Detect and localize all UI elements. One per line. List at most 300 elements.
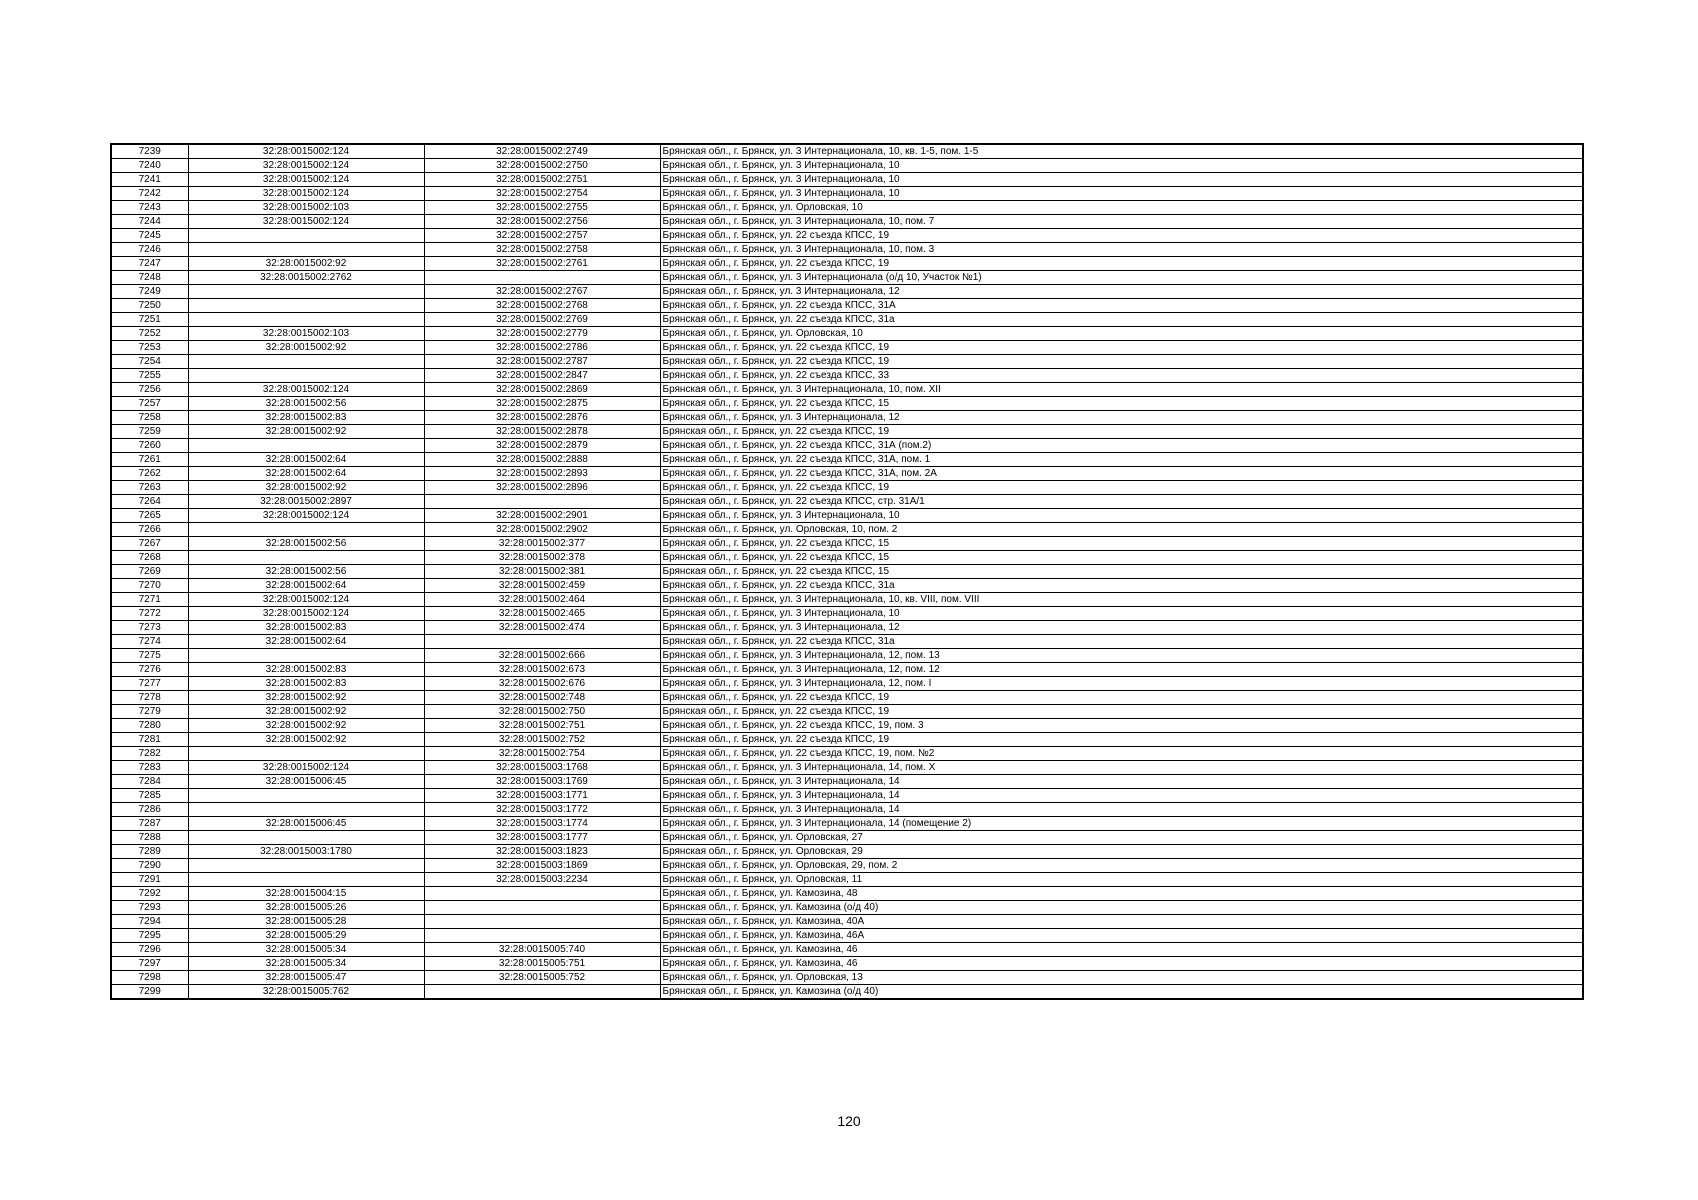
- row-number-cell: 7285: [111, 789, 188, 803]
- cadastral-number-cell: 32:28:0015002:2779: [424, 327, 660, 341]
- cadastral-number-cell: 32:28:0015002:2876: [424, 411, 660, 425]
- parent-cadastral-number-cell: 32:28:0015002:56: [188, 397, 424, 411]
- address-cell: Брянская обл., г. Брянск, ул. 22 съезда КПСС, 15: [660, 537, 1583, 551]
- cadastral-number-cell: 32:28:0015002:2787: [424, 355, 660, 369]
- row-number-cell: 7283: [111, 761, 188, 775]
- table-row: [111, 313, 1583, 327]
- row-number-cell: 7269: [111, 565, 188, 579]
- table-row: [111, 733, 1583, 747]
- parent-cadastral-number-cell: [188, 439, 424, 453]
- address-cell: Брянская обл., г. Брянск, ул. 22 съезда КПСС, 31а: [660, 579, 1583, 593]
- parent-cadastral-number-cell: 32:28:0015002:2762: [188, 271, 424, 285]
- table-row: [111, 369, 1583, 383]
- table-row: [111, 691, 1583, 705]
- parent-cadastral-number-cell: 32:28:0015002:124: [188, 607, 424, 621]
- address-cell: Брянская обл., г. Брянск, ул. 22 съезда КПСС, 19: [660, 481, 1583, 495]
- row-number-cell: 7264: [111, 495, 188, 509]
- table-row: [111, 425, 1583, 439]
- parent-cadastral-number-cell: [188, 859, 424, 873]
- address-cell: Брянская обл., г. Брянск, ул. 22 съезда КПСС, 19: [660, 691, 1583, 705]
- row-number-cell: 7263: [111, 481, 188, 495]
- cadastral-number-cell: 32:28:0015002:2901: [424, 509, 660, 523]
- address-cell: Брянская обл., г. Брянск, ул. 3 Интернационала, 14, пом. X: [660, 761, 1583, 775]
- table-row: [111, 915, 1583, 929]
- parent-cadastral-number-cell: 32:28:0015002:64: [188, 635, 424, 649]
- table-row: [111, 537, 1583, 551]
- cadastral-number-cell: 32:28:0015002:673: [424, 663, 660, 677]
- table-row: [111, 677, 1583, 691]
- cadastral-number-cell: 32:28:0015002:474: [424, 621, 660, 635]
- address-cell: Брянская обл., г. Брянск, ул. 3 Интернационала, 14 (помещение 2): [660, 817, 1583, 831]
- address-cell: Брянская обл., г. Брянск, ул. 22 съезда КПСС, 31А (пом.2): [660, 439, 1583, 453]
- address-cell: Брянская обл., г. Брянск, ул. 3 Интернационала, 12: [660, 621, 1583, 635]
- table-row: [111, 327, 1583, 341]
- row-number-cell: 7243: [111, 201, 188, 215]
- row-number-cell: 7277: [111, 677, 188, 691]
- row-number-cell: 7261: [111, 453, 188, 467]
- cadastral-number-cell: 32:28:0015003:1869: [424, 859, 660, 873]
- address-cell: Брянская обл., г. Брянск, ул. 22 съезда КПСС, 31А, пом. 1: [660, 453, 1583, 467]
- table-row: [111, 453, 1583, 467]
- row-number-cell: 7240: [111, 159, 188, 173]
- cadastral-number-cell: 32:28:0015002:2756: [424, 215, 660, 229]
- parent-cadastral-number-cell: 32:28:0015002:83: [188, 621, 424, 635]
- row-number-cell: 7245: [111, 229, 188, 243]
- address-cell: Брянская обл., г. Брянск, ул. 22 съезда КПСС, 19: [660, 229, 1583, 243]
- parent-cadastral-number-cell: [188, 831, 424, 845]
- cadastral-number-cell: 32:28:0015002:754: [424, 747, 660, 761]
- parent-cadastral-number-cell: [188, 243, 424, 257]
- row-number-cell: 7262: [111, 467, 188, 481]
- parent-cadastral-number-cell: [188, 355, 424, 369]
- address-cell: Брянская обл., г. Брянск, ул. Орловская, 27: [660, 831, 1583, 845]
- address-cell: Брянская обл., г. Брянск, ул. Камозина, 46: [660, 943, 1583, 957]
- address-cell: Брянская обл., г. Брянск, ул. Камозина, 46: [660, 957, 1583, 971]
- cadastral-number-cell: 32:28:0015002:2896: [424, 481, 660, 495]
- address-cell: Брянская обл., г. Брянск, ул. 3 Интернационала, 10: [660, 173, 1583, 187]
- parent-cadastral-number-cell: 32:28:0015002:92: [188, 425, 424, 439]
- cadastral-number-cell: 32:28:0015002:2902: [424, 523, 660, 537]
- table-row: [111, 159, 1583, 173]
- table-row: [111, 579, 1583, 593]
- cadastral-number-cell: 32:28:0015002:2768: [424, 299, 660, 313]
- parent-cadastral-number-cell: 32:28:0015002:124: [188, 383, 424, 397]
- table-row: [111, 355, 1583, 369]
- table-row: [111, 439, 1583, 453]
- address-cell: Брянская обл., г. Брянск, ул. 22 съезда КПСС, 31а: [660, 313, 1583, 327]
- row-number-cell: 7275: [111, 649, 188, 663]
- parent-cadastral-number-cell: 32:28:0015002:124: [188, 761, 424, 775]
- parent-cadastral-number-cell: 32:28:0015004:15: [188, 887, 424, 901]
- parent-cadastral-number-cell: 32:28:0015005:26: [188, 901, 424, 915]
- row-number-cell: 7290: [111, 859, 188, 873]
- parent-cadastral-number-cell: 32:28:0015005:47: [188, 971, 424, 985]
- row-number-cell: 7291: [111, 873, 188, 887]
- row-number-cell: 7258: [111, 411, 188, 425]
- row-number-cell: 7279: [111, 705, 188, 719]
- cadastral-number-cell: 32:28:0015002:2875: [424, 397, 660, 411]
- cadastral-number-cell: 32:28:0015002:381: [424, 565, 660, 579]
- cadastral-number-cell: 32:28:0015003:1774: [424, 817, 660, 831]
- address-cell: Брянская обл., г. Брянск, ул. Камозина, 40А: [660, 915, 1583, 929]
- parent-cadastral-number-cell: 32:28:0015002:124: [188, 159, 424, 173]
- table-row: [111, 621, 1583, 635]
- parent-cadastral-number-cell: 32:28:0015002:124: [188, 215, 424, 229]
- address-cell: Брянская обл., г. Брянск, ул. Орловская, 13: [660, 971, 1583, 985]
- page-number: 120: [837, 1113, 861, 1129]
- cadastral-register-table: [110, 143, 1584, 1000]
- row-number-cell: 7246: [111, 243, 188, 257]
- parent-cadastral-number-cell: 32:28:0015002:83: [188, 411, 424, 425]
- parent-cadastral-number-cell: 32:28:0015006:45: [188, 817, 424, 831]
- table-row: [111, 411, 1583, 425]
- table-row: [111, 551, 1583, 565]
- table-row: [111, 383, 1583, 397]
- parent-cadastral-number-cell: 32:28:0015006:45: [188, 775, 424, 789]
- row-number-cell: 7244: [111, 215, 188, 229]
- row-number-cell: 7271: [111, 593, 188, 607]
- parent-cadastral-number-cell: 32:28:0015005:28: [188, 915, 424, 929]
- table-row: [111, 887, 1583, 901]
- address-cell: Брянская обл., г. Брянск, ул. 3 Интернационала, 12, пом. 13: [660, 649, 1583, 663]
- parent-cadastral-number-cell: 32:28:0015002:124: [188, 173, 424, 187]
- cadastral-number-cell: 32:28:0015003:1823: [424, 845, 660, 859]
- cadastral-number-cell: 32:28:0015002:465: [424, 607, 660, 621]
- address-cell: Брянская обл., г. Брянск, ул. 22 съезда КПСС, 31а: [660, 635, 1583, 649]
- table-row: [111, 215, 1583, 229]
- address-cell: Брянская обл., г. Брянск, ул. 3 Интернационала, 12: [660, 285, 1583, 299]
- cadastral-number-cell: [424, 495, 660, 509]
- parent-cadastral-number-cell: 32:28:0015002:124: [188, 509, 424, 523]
- table-row: [111, 831, 1583, 845]
- row-number-cell: 7281: [111, 733, 188, 747]
- table-row: [111, 663, 1583, 677]
- cadastral-number-cell: 32:28:0015002:2847: [424, 369, 660, 383]
- table-row: [111, 817, 1583, 831]
- address-cell: Брянская обл., г. Брянск, ул. 3 Интернационала (о/д 10, Участок №1): [660, 271, 1583, 285]
- parent-cadastral-number-cell: 32:28:0015002:124: [188, 187, 424, 201]
- parent-cadastral-number-cell: 32:28:0015002:92: [188, 705, 424, 719]
- address-cell: Брянская обл., г. Брянск, ул. Орловская, 11: [660, 873, 1583, 887]
- row-number-cell: 7292: [111, 887, 188, 901]
- cadastral-number-cell: 32:28:0015002:2769: [424, 313, 660, 327]
- row-number-cell: 7286: [111, 803, 188, 817]
- row-number-cell: 7295: [111, 929, 188, 943]
- table-row: [111, 257, 1583, 271]
- parent-cadastral-number-cell: 32:28:0015002:2897: [188, 495, 424, 509]
- address-cell: Брянская обл., г. Брянск, ул. 22 съезда КПСС, 19, пом. 3: [660, 719, 1583, 733]
- table-row: [111, 299, 1583, 313]
- address-cell: Брянская обл., г. Брянск, ул. 22 съезда КПСС, 15: [660, 551, 1583, 565]
- address-cell: Брянская обл., г. Брянск, ул. Орловская, 29, пом. 2: [660, 859, 1583, 873]
- cadastral-number-cell: 32:28:0015002:676: [424, 677, 660, 691]
- cadastral-number-cell: 32:28:0015002:2767: [424, 285, 660, 299]
- parent-cadastral-number-cell: [188, 747, 424, 761]
- parent-cadastral-number-cell: [188, 313, 424, 327]
- row-number-cell: 7254: [111, 355, 188, 369]
- cadastral-number-cell: 32:28:0015002:2878: [424, 425, 660, 439]
- cadastral-number-cell: 32:28:0015002:751: [424, 719, 660, 733]
- parent-cadastral-number-cell: 32:28:0015002:92: [188, 341, 424, 355]
- parent-cadastral-number-cell: [188, 369, 424, 383]
- parent-cadastral-number-cell: 32:28:0015005:29: [188, 929, 424, 943]
- cadastral-number-cell: 32:28:0015002:2869: [424, 383, 660, 397]
- address-cell: Брянская обл., г. Брянск, ул. 3 Интернационала, 10: [660, 607, 1583, 621]
- parent-cadastral-number-cell: 32:28:0015002:103: [188, 201, 424, 215]
- row-number-cell: 7296: [111, 943, 188, 957]
- address-cell: Брянская обл., г. Брянск, ул. Камозина, 48: [660, 887, 1583, 901]
- cadastral-number-cell: 32:28:0015002:459: [424, 579, 660, 593]
- address-cell: Брянская обл., г. Брянск, ул. Камозина, 46А: [660, 929, 1583, 943]
- cadastral-number-cell: 32:28:0015002:2786: [424, 341, 660, 355]
- row-number-cell: 7270: [111, 579, 188, 593]
- table-row: [111, 144, 1583, 159]
- address-cell: Брянская обл., г. Брянск, ул. 3 Интернационала, 10, пом. 3: [660, 243, 1583, 257]
- table-row: [111, 761, 1583, 775]
- row-number-cell: 7299: [111, 985, 188, 1000]
- cadastral-number-cell: [424, 635, 660, 649]
- cadastral-number-cell: 32:28:0015005:740: [424, 943, 660, 957]
- table-row: [111, 593, 1583, 607]
- address-cell: Брянская обл., г. Брянск, ул. Орловская, 10: [660, 327, 1583, 341]
- address-cell: Брянская обл., г. Брянск, ул. 3 Интернационала, 10: [660, 509, 1583, 523]
- row-number-cell: 7249: [111, 285, 188, 299]
- address-cell: Брянская обл., г. Брянск, ул. 3 Интернационала, 14: [660, 775, 1583, 789]
- cadastral-number-cell: 32:28:0015002:750: [424, 705, 660, 719]
- cadastral-number-cell: 32:28:0015002:464: [424, 593, 660, 607]
- row-number-cell: 7266: [111, 523, 188, 537]
- row-number-cell: 7288: [111, 831, 188, 845]
- row-number-cell: 7280: [111, 719, 188, 733]
- address-cell: Брянская обл., г. Брянск, ул. 22 съезда КПСС, 19: [660, 733, 1583, 747]
- cadastral-number-cell: [424, 929, 660, 943]
- table-row: [111, 859, 1583, 873]
- parent-cadastral-number-cell: [188, 299, 424, 313]
- row-number-cell: 7265: [111, 509, 188, 523]
- row-number-cell: 7241: [111, 173, 188, 187]
- row-number-cell: 7239: [111, 144, 188, 159]
- address-cell: Брянская обл., г. Брянск, ул. Орловская, 10, пом. 2: [660, 523, 1583, 537]
- parent-cadastral-number-cell: 32:28:0015002:92: [188, 481, 424, 495]
- table-row: [111, 719, 1583, 733]
- table-row: [111, 901, 1583, 915]
- row-number-cell: 7274: [111, 635, 188, 649]
- table-row: [111, 243, 1583, 257]
- address-cell: Брянская обл., г. Брянск, ул. Орловская, 10: [660, 201, 1583, 215]
- parent-cadastral-number-cell: [188, 789, 424, 803]
- address-cell: Брянская обл., г. Брянск, ул. 22 съезда КПСС, 19: [660, 257, 1583, 271]
- address-cell: Брянская обл., г. Брянск, ул. 22 съезда КПСС, стр. 31А/1: [660, 495, 1583, 509]
- cadastral-number-cell: 32:28:0015002:2758: [424, 243, 660, 257]
- cadastral-number-cell: 32:28:0015002:752: [424, 733, 660, 747]
- address-cell: Брянская обл., г. Брянск, ул. 22 съезда КПСС, 15: [660, 565, 1583, 579]
- cadastral-number-cell: 32:28:0015005:752: [424, 971, 660, 985]
- table-row: [111, 285, 1583, 299]
- table-row: [111, 187, 1583, 201]
- register-table-body: [111, 144, 1583, 999]
- table-row: [111, 341, 1583, 355]
- row-number-cell: 7272: [111, 607, 188, 621]
- parent-cadastral-number-cell: 32:28:0015003:1780: [188, 845, 424, 859]
- table-row: [111, 943, 1583, 957]
- parent-cadastral-number-cell: 32:28:0015005:762: [188, 985, 424, 1000]
- table-row: [111, 397, 1583, 411]
- table-row: [111, 873, 1583, 887]
- row-number-cell: 7247: [111, 257, 188, 271]
- parent-cadastral-number-cell: 32:28:0015002:83: [188, 663, 424, 677]
- address-cell: Брянская обл., г. Брянск, ул. Орловская, 29: [660, 845, 1583, 859]
- address-cell: Брянская обл., г. Брянск, ул. 3 Интернационала, 10, кв. 1-5, пом. 1-5: [660, 144, 1583, 159]
- parent-cadastral-number-cell: 32:28:0015005:34: [188, 957, 424, 971]
- row-number-cell: 7250: [111, 299, 188, 313]
- parent-cadastral-number-cell: [188, 551, 424, 565]
- cadastral-number-cell: 32:28:0015002:666: [424, 649, 660, 663]
- address-cell: Брянская обл., г. Брянск, ул. 22 съезда КПСС, 15: [660, 397, 1583, 411]
- cadastral-number-cell: 32:28:0015002:2754: [424, 187, 660, 201]
- parent-cadastral-number-cell: [188, 649, 424, 663]
- cadastral-number-cell: 32:28:0015002:2757: [424, 229, 660, 243]
- table-row: [111, 607, 1583, 621]
- table-row: [111, 201, 1583, 215]
- row-number-cell: 7259: [111, 425, 188, 439]
- row-number-cell: 7284: [111, 775, 188, 789]
- table-row: [111, 481, 1583, 495]
- cadastral-number-cell: 32:28:0015002:2893: [424, 467, 660, 481]
- address-cell: Брянская обл., г. Брянск, ул. 3 Интернационала, 10, кв. VIII, пом. VIII: [660, 593, 1583, 607]
- table-row: [111, 803, 1583, 817]
- address-cell: Брянская обл., г. Брянск, ул. Камозина (о/д 40): [660, 901, 1583, 915]
- parent-cadastral-number-cell: 32:28:0015002:92: [188, 733, 424, 747]
- row-number-cell: 7256: [111, 383, 188, 397]
- cadastral-number-cell: [424, 887, 660, 901]
- cadastral-number-cell: 32:28:0015002:377: [424, 537, 660, 551]
- parent-cadastral-number-cell: 32:28:0015002:83: [188, 677, 424, 691]
- cadastral-number-cell: 32:28:0015003:1772: [424, 803, 660, 817]
- table-row: [111, 649, 1583, 663]
- row-number-cell: 7260: [111, 439, 188, 453]
- parent-cadastral-number-cell: 32:28:0015002:64: [188, 467, 424, 481]
- cadastral-number-cell: 32:28:0015003:1777: [424, 831, 660, 845]
- parent-cadastral-number-cell: 32:28:0015002:64: [188, 453, 424, 467]
- table-row: [111, 957, 1583, 971]
- cadastral-number-cell: 32:28:0015003:2234: [424, 873, 660, 887]
- cadastral-number-cell: [424, 985, 660, 1000]
- row-number-cell: 7255: [111, 369, 188, 383]
- table-row: [111, 985, 1583, 1000]
- table-row: [111, 789, 1583, 803]
- parent-cadastral-number-cell: 32:28:0015002:64: [188, 579, 424, 593]
- row-number-cell: 7276: [111, 663, 188, 677]
- table-row: [111, 229, 1583, 243]
- table-row: [111, 705, 1583, 719]
- row-number-cell: 7242: [111, 187, 188, 201]
- table-row: [111, 929, 1583, 943]
- table-row: [111, 635, 1583, 649]
- address-cell: Брянская обл., г. Брянск, ул. 3 Интернационала, 10, пом. XII: [660, 383, 1583, 397]
- parent-cadastral-number-cell: 32:28:0015005:34: [188, 943, 424, 957]
- address-cell: Брянская обл., г. Брянск, ул. 3 Интернационала, 12, пом. 12: [660, 663, 1583, 677]
- row-number-cell: 7273: [111, 621, 188, 635]
- address-cell: Брянская обл., г. Брянск, ул. 3 Интернационала, 14: [660, 803, 1583, 817]
- cadastral-number-cell: 32:28:0015002:748: [424, 691, 660, 705]
- table-row: [111, 467, 1583, 481]
- cadastral-number-cell: 32:28:0015003:1771: [424, 789, 660, 803]
- table-row: [111, 565, 1583, 579]
- row-number-cell: 7267: [111, 537, 188, 551]
- row-number-cell: 7278: [111, 691, 188, 705]
- table-row: [111, 495, 1583, 509]
- table-row: [111, 509, 1583, 523]
- address-cell: Брянская обл., г. Брянск, ул. 3 Интернационала, 12: [660, 411, 1583, 425]
- cadastral-number-cell: 32:28:0015002:2761: [424, 257, 660, 271]
- row-number-cell: 7251: [111, 313, 188, 327]
- table-row: [111, 523, 1583, 537]
- row-number-cell: 7294: [111, 915, 188, 929]
- table-row: [111, 271, 1583, 285]
- cadastral-number-cell: 32:28:0015002:2888: [424, 453, 660, 467]
- cadastral-number-cell: 32:28:0015003:1769: [424, 775, 660, 789]
- table-row: [111, 173, 1583, 187]
- row-number-cell: 7282: [111, 747, 188, 761]
- cadastral-number-cell: 32:28:0015002:2755: [424, 201, 660, 215]
- row-number-cell: 7253: [111, 341, 188, 355]
- row-number-cell: 7298: [111, 971, 188, 985]
- row-number-cell: 7293: [111, 901, 188, 915]
- cadastral-number-cell: 32:28:0015002:2750: [424, 159, 660, 173]
- cadastral-number-cell: 32:28:0015002:2751: [424, 173, 660, 187]
- row-number-cell: 7287: [111, 817, 188, 831]
- row-number-cell: 7289: [111, 845, 188, 859]
- cadastral-number-cell: 32:28:0015002:2879: [424, 439, 660, 453]
- address-cell: Брянская обл., г. Брянск, ул. 22 съезда КПСС, 19, пом. №2: [660, 747, 1583, 761]
- address-cell: Брянская обл., г. Брянск, ул. Камозина (о/д 40): [660, 985, 1583, 1000]
- row-number-cell: 7268: [111, 551, 188, 565]
- cadastral-number-cell: [424, 915, 660, 929]
- table-row: [111, 775, 1583, 789]
- parent-cadastral-number-cell: 32:28:0015002:92: [188, 257, 424, 271]
- address-cell: Брянская обл., г. Брянск, ул. 22 съезда КПСС, 19: [660, 425, 1583, 439]
- address-cell: Брянская обл., г. Брянск, ул. 3 Интернационала, 10: [660, 187, 1583, 201]
- address-cell: Брянская обл., г. Брянск, ул. 3 Интернационала, 10, пом. 7: [660, 215, 1583, 229]
- parent-cadastral-number-cell: 32:28:0015002:56: [188, 565, 424, 579]
- row-number-cell: 7252: [111, 327, 188, 341]
- address-cell: Брянская обл., г. Брянск, ул. 22 съезда КПСС, 31А: [660, 299, 1583, 313]
- row-number-cell: 7297: [111, 957, 188, 971]
- parent-cadastral-number-cell: [188, 803, 424, 817]
- parent-cadastral-number-cell: 32:28:0015002:92: [188, 691, 424, 705]
- address-cell: Брянская обл., г. Брянск, ул. 3 Интернационала, 10: [660, 159, 1583, 173]
- cadastral-number-cell: 32:28:0015002:2749: [424, 144, 660, 159]
- address-cell: Брянская обл., г. Брянск, ул. 22 съезда КПСС, 33: [660, 369, 1583, 383]
- address-cell: Брянская обл., г. Брянск, ул. 3 Интернационала, 12, пом. I: [660, 677, 1583, 691]
- address-cell: Брянская обл., г. Брянск, ул. 22 съезда КПСС, 19: [660, 705, 1583, 719]
- row-number-cell: 7248: [111, 271, 188, 285]
- cadastral-number-cell: 32:28:0015003:1768: [424, 761, 660, 775]
- address-cell: Брянская обл., г. Брянск, ул. 22 съезда КПСС, 19: [660, 355, 1583, 369]
- parent-cadastral-number-cell: 32:28:0015002:56: [188, 537, 424, 551]
- parent-cadastral-number-cell: [188, 523, 424, 537]
- table-row: [111, 971, 1583, 985]
- parent-cadastral-number-cell: 32:28:0015002:92: [188, 719, 424, 733]
- cadastral-number-cell: 32:28:0015002:378: [424, 551, 660, 565]
- cadastral-number-cell: [424, 901, 660, 915]
- address-cell: Брянская обл., г. Брянск, ул. 22 съезда КПСС, 19: [660, 341, 1583, 355]
- address-cell: Брянская обл., г. Брянск, ул. 3 Интернационала, 14: [660, 789, 1583, 803]
- parent-cadastral-number-cell: [188, 873, 424, 887]
- parent-cadastral-number-cell: 32:28:0015002:124: [188, 144, 424, 159]
- table-row: [111, 747, 1583, 761]
- address-cell: Брянская обл., г. Брянск, ул. 22 съезда КПСС, 31А, пом. 2А: [660, 467, 1583, 481]
